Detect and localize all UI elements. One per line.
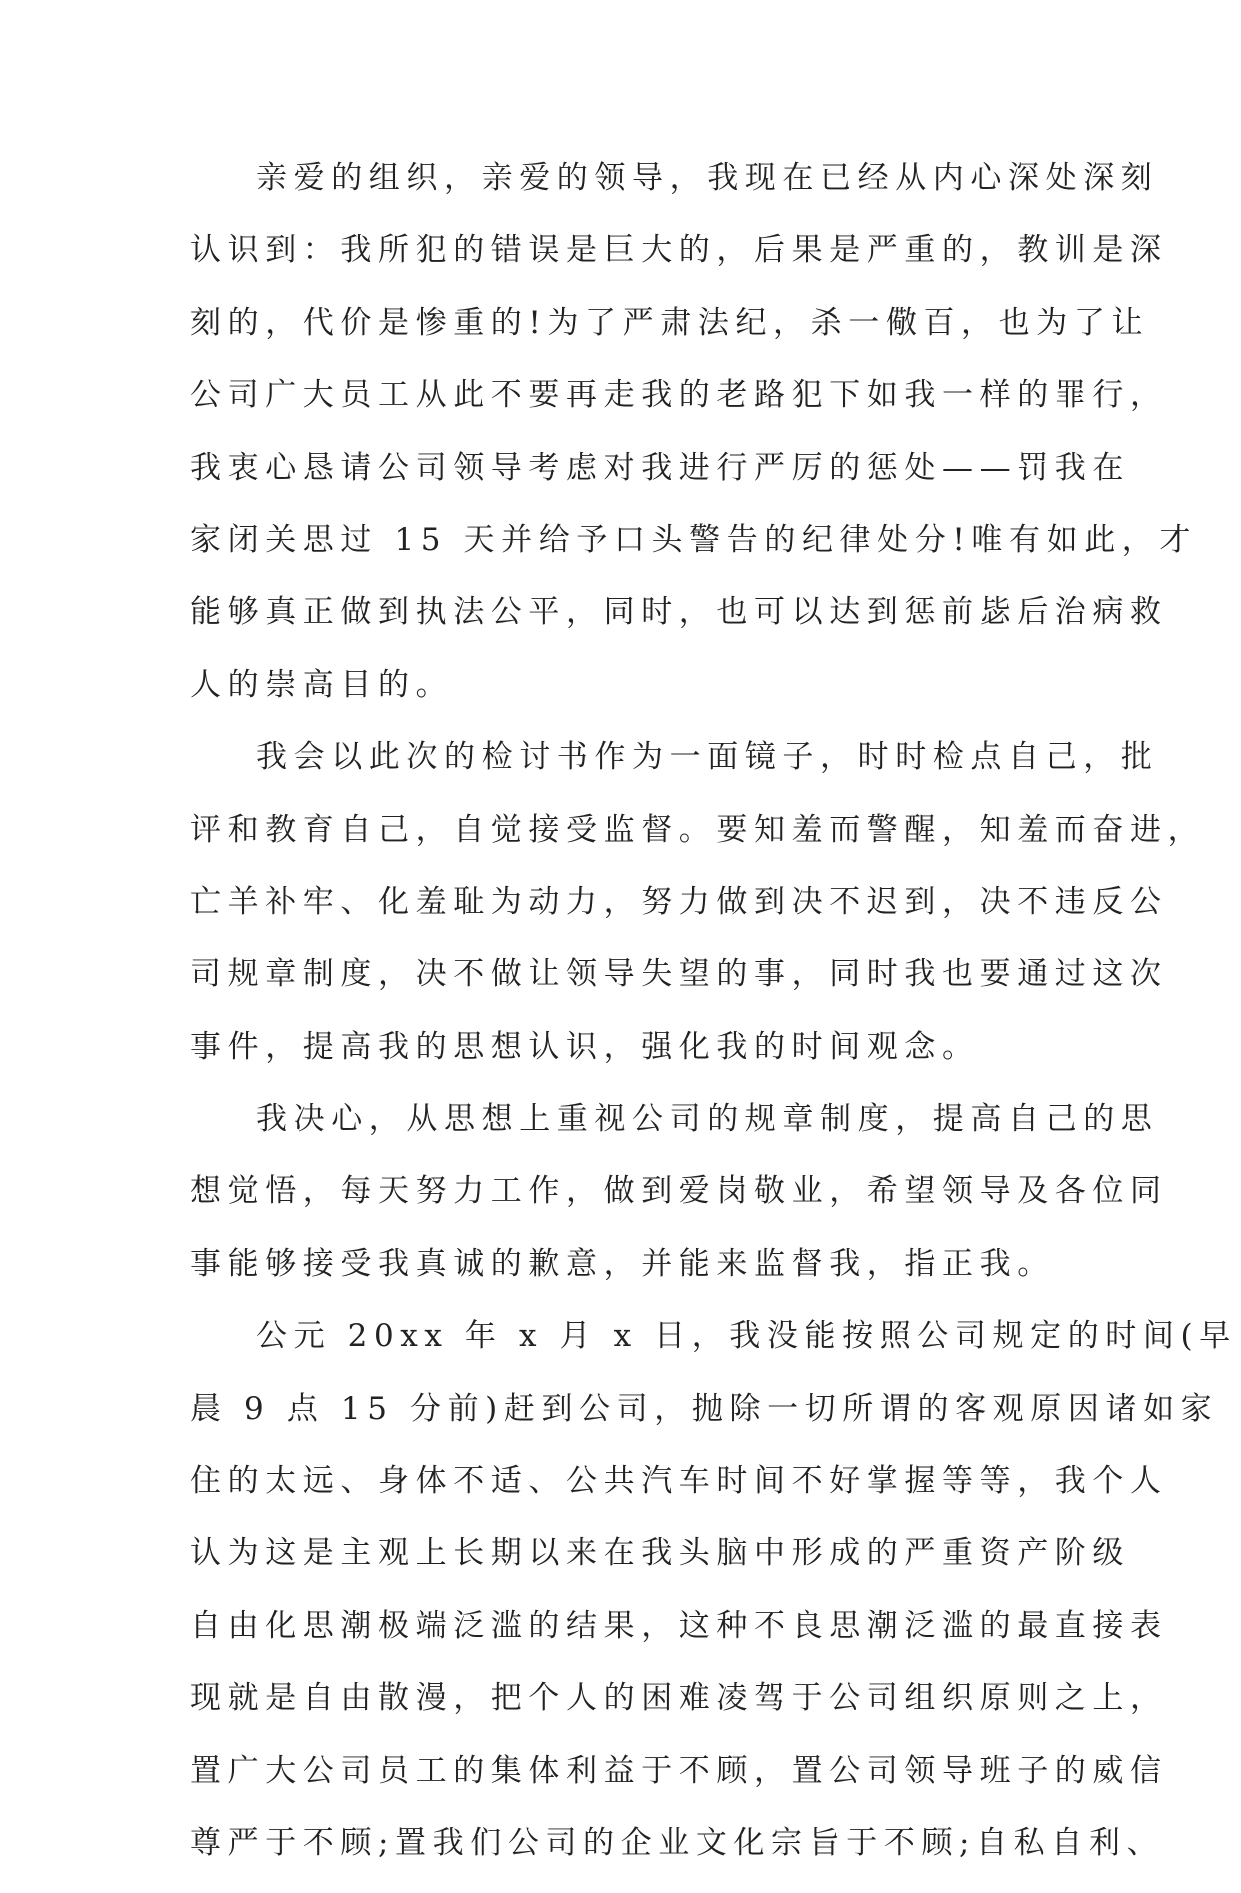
paragraph-1-line-3: 刻的，代价是惨重的!为了严肃法纪，杀一儆百，也为了让: [190, 304, 1150, 341]
paragraph-2-line-3: 亡羊补牢、化羞耻为动力，努力做到决不迟到，决不违反公: [190, 883, 1168, 920]
paragraph-4-line-7: 置广大公司员工的集体利益于不顾，置公司领导班子的威信: [190, 1752, 1168, 1789]
paragraph-2-line-2: 评和教育自己，自觉接受监督。要知羞而警醒，知羞而奋进，: [190, 811, 1206, 848]
paragraph-4-line-8: 尊严于不顾;置我们公司的企业文化宗旨于不顾;自私自利、: [190, 1824, 1165, 1861]
paragraph-4-line-1: 公元 20xx 年 x 月 x 日，我没能按照公司规定的时间(早: [256, 1318, 1237, 1355]
paragraph-1-line-2: 认识到：我所犯的错误是巨大的，后果是严重的，教训是深: [190, 232, 1168, 269]
paragraph-4-line-4: 认为这是主观上长期以来在我头脑中形成的严重资产阶级: [190, 1535, 1130, 1572]
paragraph-1-line-8: 人的崇高目的。: [190, 666, 454, 703]
paragraph-1-line-1: 亲爱的组织，亲爱的领导，我现在已经从内心深处深刻: [256, 160, 1159, 196]
paragraph-2-line-1: 我会以此次的检讨书作为一面镜子，时时检点自己，批: [256, 739, 1159, 776]
paragraph-3-line-3: 事能够接受我真诚的歉意，并能来监督我，指正我。: [190, 1245, 1055, 1282]
paragraph-1-line-6: 家闭关思过 15 天并给予口头警告的纪律处分!唯有如此，才: [190, 521, 1198, 558]
paragraph-4-line-6: 现就是自由散漫，把个人的困难凌驾于公司组织原则之上，: [190, 1680, 1168, 1717]
paragraph-3-line-1: 我决心，从思想上重视公司的规章制度，提高自己的思: [256, 1101, 1159, 1138]
paragraph-2-line-5: 事件，提高我的思想认识，强化我的时间观念。: [190, 1028, 980, 1065]
paragraph-4-line-5: 自由化思潮极端泛滥的结果，这种不良思潮泛滥的最直接表: [190, 1607, 1168, 1644]
document-body: [190, 156, 1237, 1893]
paragraph-1-line-5: 我衷心恳请公司领导考虑对我进行严厉的惩处——罚我在: [190, 449, 1130, 486]
paragraph-1-line-7: 能够真正做到执法公平，同时，也可以达到惩前毖后治病救: [190, 594, 1168, 631]
paragraph-2-line-4: 司规章制度，决不做让领导失望的事，同时我也要通过这次: [190, 956, 1168, 993]
paragraph-3-line-2: 想觉悟，每天努力工作，做到爱岗敬业，希望领导及各位同: [190, 1173, 1168, 1210]
paragraph-4-line-2: 晨 9 点 15 分前)赶到公司，抛除一切所谓的客观原因诸如家: [190, 1390, 1219, 1427]
paragraph-1-line-4: 公司广大员工从此不要再走我的老路犯下如我一样的罪行，: [190, 377, 1168, 414]
paragraph-4-line-3: 住的太远、身体不适、公共汽车时间不好掌握等等，我个人: [190, 1463, 1168, 1500]
